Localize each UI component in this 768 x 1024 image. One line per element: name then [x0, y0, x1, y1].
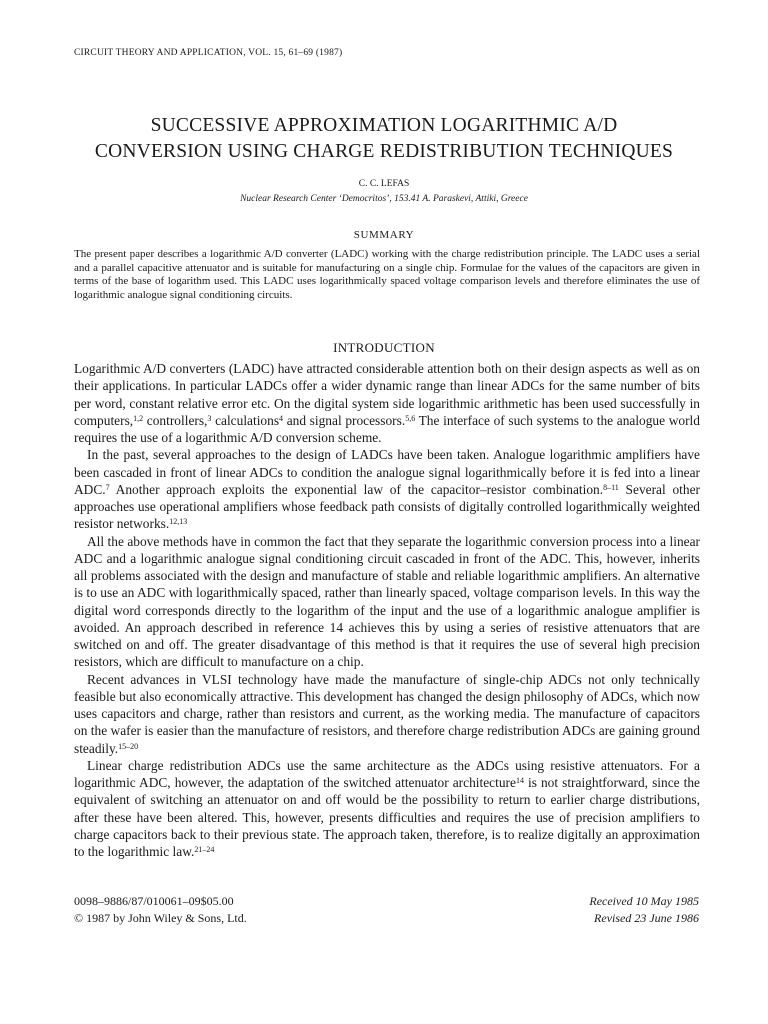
paragraph-2	[74, 446, 700, 532]
received-dates	[589, 893, 699, 926]
paragraph-text: Linear charge redistribution ADCs use the same architecture as the ADCs using resistive attenuators. For a logarithmic ADC, however, the adaptation of the switched attenuator architecture	[74, 757, 700, 790]
citation: 15–20	[118, 741, 139, 751]
paragraph-text: and signal processors.	[283, 412, 406, 428]
citation: 1,2	[133, 413, 144, 423]
title-line-2: CONVERSION USING CHARGE REDISTRIBUTION TECHNIQUES	[94, 141, 674, 162]
citation: 5,6	[405, 413, 416, 423]
citation: 14	[515, 776, 524, 785]
paragraph-5	[74, 757, 700, 861]
summary-heading: SUMMARY	[353, 229, 415, 241]
title-line-1: SUCCESSIVE APPROXIMATION LOGARITHMIC A/D	[150, 115, 618, 136]
paragraph-text: calculations	[211, 412, 280, 428]
citation: 4	[279, 413, 284, 423]
paragraph-text: Another approach exploits the exponential law of the capacitor–resistor combination.	[109, 481, 604, 497]
citation: 21–24	[194, 845, 215, 854]
paragraph-text: Recent advances in VLSI technology have made the manufacture of single-chip ADCs not only technically feasible but also economically attractive. This development has changed the design philosophy of ADCs, which now uses capacitors and charge, rather than resistors and current, as the working media. The manufacture of capacitors on the wafer is easier than the manufacture of resistors, and therefore charge redistribution ADCs are gaining ground steadily.	[74, 671, 700, 756]
article-code: 0098–9886/87/010061–09$05.00	[74, 894, 234, 908]
paragraph-4	[74, 671, 700, 757]
paragraph-text: The interface of such systems to the analogue world requires the use of a logarithmic A/D conversion scheme.	[74, 412, 700, 445]
received-date: Received 10 May 1985	[589, 894, 699, 908]
paragraph-text: In the past, several approaches to the design of LADCs have been taken. Analogue logarithmic amplifiers have been cascaded in front of linear ADCs to condition the analogue signal logarithmically before it is fed into a linear ADC.	[74, 447, 700, 497]
author-name: C. C. LEFAS	[358, 179, 410, 189]
paragraph-3	[74, 533, 700, 671]
paragraph-text: Several other approaches use operational amplifiers whose feedback path consists of digitally controlled logarithmically weighted resistor networks.	[74, 481, 700, 532]
introduction-heading: INTRODUCTION	[333, 340, 435, 355]
paragraph-1	[74, 360, 700, 446]
paragraph-text: Logarithmic A/D converters (LADC) have attracted considerable attention both on their design aspects as well as on their applications. In particular LADCs offer a wider dynamic range than linear ADCs for the same number of bits per word, constant relative error etc. On the digital system side logarithmic arithmetic has been used successfully in computers,	[74, 361, 700, 428]
citation: 12,13	[169, 517, 188, 527]
paper-title	[40, 113, 728, 165]
paragraph-text: controllers,	[143, 412, 208, 428]
journal-header: CIRCUIT THEORY AND APPLICATION, VOL. 15, 61–69 (1987)	[74, 48, 343, 58]
citation: 3	[207, 413, 212, 423]
citation: 8–11	[603, 482, 619, 492]
summary-text: The present paper describes a logarithmic A/D converter (LADC) working with the charge redistribution principle. The LADC uses a serial and a parallel capacitive attenuator and is suitable for manufacturing on a single chip. Formulae for the values of the capacitors are given in terms of the base of logarithm used. This LADC uses logarithmically spaced voltage comparison levels and therefore eliminates the use of logarithmic analogue signal conditioning circuits.	[74, 248, 700, 301]
citation: 7	[105, 482, 110, 492]
publication-info	[74, 893, 247, 926]
copyright-notice: © 1987 by John Wiley & Sons, Ltd.	[74, 910, 247, 925]
revised-date: Revised 23 June 1986	[594, 910, 699, 925]
author-affiliation: Nuclear Research Center ‘Democritos’, 153.41 A. Paraskevi, Attiki, Greece	[240, 194, 528, 204]
paragraph-text: is not straightforward, since the equivalent of switching an attenuator on and off would be the possibility to return to earlier charge distributions, after these have been altered. This, however, presents difficulties and requires the use of precision amplifiers to charge capacitors back to their previous state. The approach taken, therefore, is to realize digitally an approximation to the logarithmic law.	[74, 775, 700, 859]
introduction-body	[74, 360, 700, 860]
paragraph-text: All the above methods have in common the fact that they separate the logarithmic conversion process into a linear ADC and a logarithmic analogue signal conditioning circuit cascaded in front of the ADC. This, however, inherits all problems associated with the design and manufacture of stable and reliable logarithmic amplifiers. An alternative is to use an ADC with logarithmically spaced, rather than linearly spaced, voltage comparison levels. In this way the digital word corresponds directly to the logarithm of the input and the use of a logarithmic analogue amplifier is avoided. An approach described in reference 14 achieves this by using a series of resistive attenuators that are switched on and off. The greater disadvantage of this method is that it requires the use of several high precision resistors, which are difficult to manufacture on a chip.	[74, 533, 700, 670]
